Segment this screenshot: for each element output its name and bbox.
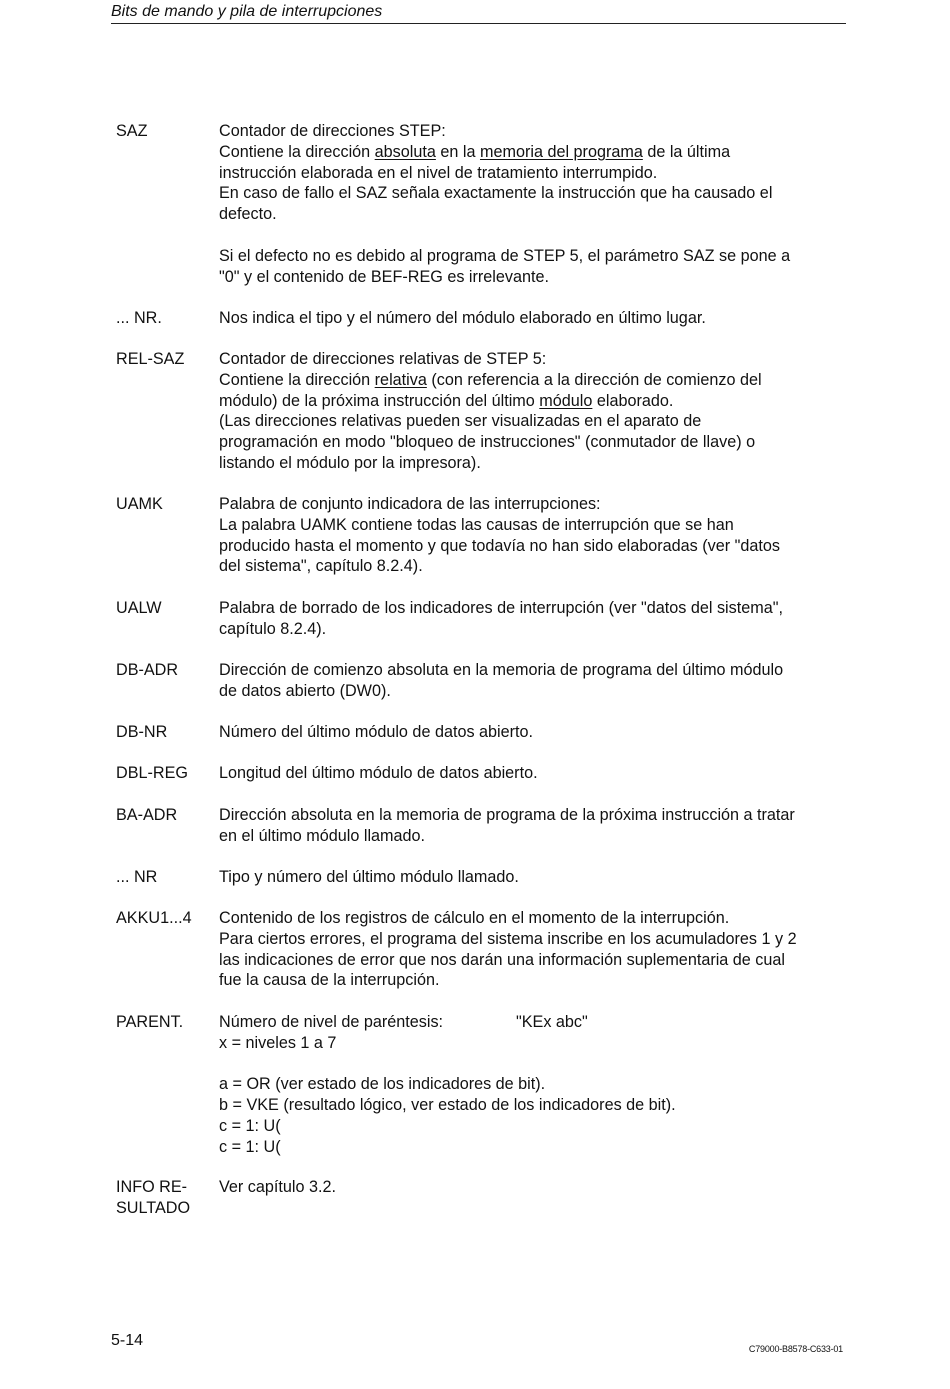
term-label: DBL-REG [116, 764, 188, 782]
term-description [219, 660, 836, 702]
term-label: ... NR. [116, 309, 162, 327]
entry-ualw [116, 598, 836, 640]
desc-line: En caso de fallo el SAZ señala exactamente la instrucción que ha causado el [219, 184, 773, 203]
text-run: (con referencia a la dirección de comienzo del [426, 370, 762, 389]
desc-line [219, 391, 836, 412]
term-description [219, 598, 836, 640]
desc-line: listando el módulo por la impresora). [219, 453, 481, 472]
text-run: Contiene la dirección [219, 370, 375, 389]
term-label: DB-NR [116, 723, 168, 741]
term-description [219, 494, 836, 577]
term-label: BA-ADR [116, 806, 178, 824]
format-code: "KEx abc" [516, 1013, 588, 1031]
desc-line: las indicaciones de error que nos darán una información suplementaria de cual [219, 950, 786, 969]
entry-ba-adr [116, 805, 836, 847]
page-header: Bits de mando y pila de interrupciones [111, 2, 846, 24]
text-run: Contiene la dirección [219, 142, 375, 161]
desc-line [219, 370, 836, 391]
desc-line: Nos indica el tipo y el número del módulo elaborado en último lugar. [219, 309, 706, 327]
desc-line: Longitud del último módulo de datos abierto. [219, 764, 538, 782]
desc-line: c = 1: U( [219, 1116, 281, 1135]
desc-line: a = OR (ver estado de los indicadores de bit). [219, 1075, 546, 1094]
term-description [219, 763, 836, 784]
desc-line: fue la causa de la interrupción. [219, 971, 440, 990]
desc-line: La palabra UAMK contiene todas las causas de interrupción que se han [219, 515, 734, 534]
desc-line: Contador de direcciones STEP: [219, 122, 446, 140]
underlined-term: memoria del programa [479, 142, 643, 161]
term-label [116, 1177, 216, 1219]
desc-line: Ver capítulo 3.2. [219, 1178, 336, 1196]
term-label: DB-ADR [116, 661, 179, 679]
desc-line: "0" y el contenido de BEF-REG es irrelevante. [219, 267, 550, 286]
entry-saz [116, 121, 836, 287]
desc-line: (Las direcciones relativas pueden ser visualizadas en el aparato de [219, 412, 702, 431]
term-label: UAMK [116, 495, 163, 513]
entry-parent [116, 1012, 836, 1158]
term-description [219, 908, 836, 991]
entry-db-nr [116, 722, 836, 743]
term-label: ... NR [116, 868, 158, 886]
entry-info-resultado [116, 1177, 836, 1217]
desc-line: x = niveles 1 a 7 [219, 1033, 337, 1052]
desc-line: Si el defecto no es debido al programa de STEP 5, el parámetro SAZ se pone a [219, 246, 791, 265]
text-run: elaborado. [592, 391, 674, 410]
desc-line: producido hasta el momento y que todavía no han sido elaboradas (ver "datos [219, 536, 780, 555]
term-line: SULTADO [116, 1198, 191, 1217]
underlined-term: relativa [374, 370, 427, 389]
desc-line: del sistema", capítulo 8.2.4). [219, 557, 423, 576]
text-run: de la última [642, 142, 731, 161]
desc-line: Palabra de conjunto indicadora de las interrupciones: [219, 495, 601, 513]
term-description [219, 805, 836, 847]
entry-akku [116, 908, 836, 991]
text-run: Número de nivel de paréntesis: [219, 1013, 444, 1031]
entry-nr-module [116, 308, 836, 329]
term-label: UALW [116, 599, 162, 617]
term-description [219, 722, 836, 743]
text-run: módulo) de la próxima instrucción del último [219, 391, 540, 410]
desc-line: instrucción elaborada en el nivel de tratamiento interrumpido. [219, 163, 658, 182]
desc-line: c = 1: U( [219, 1137, 281, 1156]
entry-rel-saz [116, 349, 836, 474]
desc-line: Número del último módulo de datos abierto. [219, 723, 534, 741]
term-label: PARENT. [116, 1013, 184, 1031]
term-description [219, 349, 836, 474]
term-description [219, 867, 836, 888]
entry-dbl-reg [116, 763, 836, 784]
term-description [219, 1177, 836, 1198]
text-run: en la [435, 142, 480, 161]
page-number: 5-14 [111, 1332, 144, 1349]
underlined-term: absoluta [374, 142, 436, 161]
term-description [219, 308, 836, 329]
entry-nr-called [116, 867, 836, 888]
desc-line: programación en modo "bloqueo de instrucciones" (conmutador de llave) o [219, 433, 756, 452]
desc-line: capítulo 8.2.4). [219, 619, 327, 638]
desc-line: Tipo y número del último módulo llamado. [219, 868, 519, 886]
desc-line [219, 1012, 836, 1033]
desc-line [219, 142, 836, 163]
term-line: INFO RE- [116, 1178, 188, 1196]
term-description [219, 1012, 836, 1158]
desc-line: defecto. [219, 205, 277, 224]
desc-line: Palabra de borrado de los indicadores de interrupción (ver "datos del sistema", [219, 599, 783, 617]
term-label: REL-SAZ [116, 350, 185, 368]
desc-line: de datos abierto (DW0). [219, 681, 391, 700]
underlined-term: módulo [539, 391, 593, 410]
desc-line: Dirección absoluta en la memoria de programa de la próxima instrucción a tratar [219, 806, 795, 824]
desc-line: b = VKE (resultado lógico, ver estado de los indicadores de bit). [219, 1096, 676, 1115]
desc-line: Dirección de comienzo absoluta en la memoria de programa del último módulo [219, 661, 784, 679]
desc-line: Contador de direcciones relativas de STEP 5: [219, 350, 547, 368]
entry-uamk [116, 494, 836, 577]
term-label: SAZ [116, 122, 148, 140]
term-label: AKKU1...4 [116, 909, 192, 927]
desc-line: Para ciertos errores, el programa del sistema inscribe en los acumuladores 1 y 2 [219, 929, 797, 948]
term-description [219, 121, 836, 287]
entry-db-adr [116, 660, 836, 702]
desc-line: en el último módulo llamado. [219, 826, 426, 845]
desc-line: Contenido de los registros de cálculo en el momento de la interrupción. [219, 909, 730, 927]
document-code: C79000-B8578-C633-01 [748, 1344, 843, 1354]
